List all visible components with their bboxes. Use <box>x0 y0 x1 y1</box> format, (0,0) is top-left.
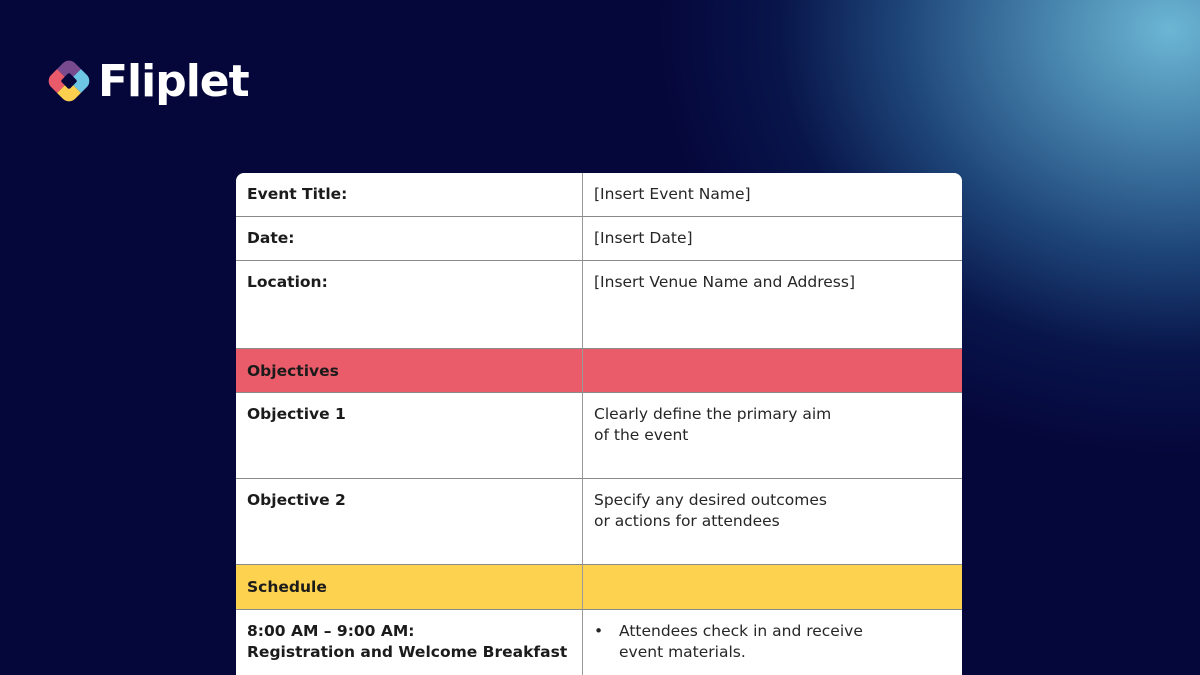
objective-1-line-1: Clearly define the primary aim <box>594 405 832 423</box>
event-title-value: [Insert Event Name] <box>594 185 751 203</box>
location-value: [Insert Venue Name and Address] <box>594 273 855 291</box>
table-row-schedule-1 <box>236 610 962 675</box>
schedule-section-header <box>236 565 962 610</box>
schedule-1-details <box>583 610 962 675</box>
brand-name: Fliplet <box>98 56 249 107</box>
objectives-header-empty <box>583 349 962 392</box>
event-plan-table <box>236 173 962 675</box>
list-item <box>594 621 951 663</box>
schedule-1-bullet-line-1: Attendees check in and receive <box>619 622 863 640</box>
schedule-1-time-range: 8:00 AM – 9:00 AM: <box>247 622 415 640</box>
schedule-1-bullet-text <box>619 621 863 663</box>
date-value: [Insert Date] <box>594 229 693 247</box>
table-row-objective-1 <box>236 393 962 479</box>
table-row-event-title <box>236 173 962 217</box>
bullet-icon: • <box>594 622 604 640</box>
objective-1-label: Objective 1 <box>236 393 583 478</box>
schedule-heading: Schedule <box>236 565 583 609</box>
objective-2-line-1: Specify any desired outcomes <box>594 491 827 509</box>
table-row-date <box>236 217 962 261</box>
date-label: Date: <box>236 217 583 260</box>
objective-2-description <box>583 479 962 564</box>
brand-logo <box>44 56 249 106</box>
table-row-objective-2 <box>236 479 962 565</box>
location-label: Location: <box>236 261 583 348</box>
schedule-1-bullet-line-2: event materials. <box>619 643 746 661</box>
objectives-heading: Objectives <box>236 349 583 392</box>
objective-1-description <box>583 393 962 478</box>
schedule-1-bullets <box>594 621 951 663</box>
schedule-header-empty <box>583 565 962 609</box>
objectives-section-header <box>236 349 962 393</box>
table-row-location <box>236 261 962 349</box>
event-title-label: Event Title: <box>236 173 583 216</box>
objective-2-label: Objective 2 <box>236 479 583 564</box>
schedule-1-time <box>236 610 583 675</box>
fliplet-logo-icon <box>44 56 94 106</box>
objective-1-line-2: of the event <box>594 426 689 444</box>
objective-2-line-2: or actions for attendees <box>594 512 780 530</box>
schedule-1-title: Registration and Welcome Breakfast <box>247 643 568 661</box>
